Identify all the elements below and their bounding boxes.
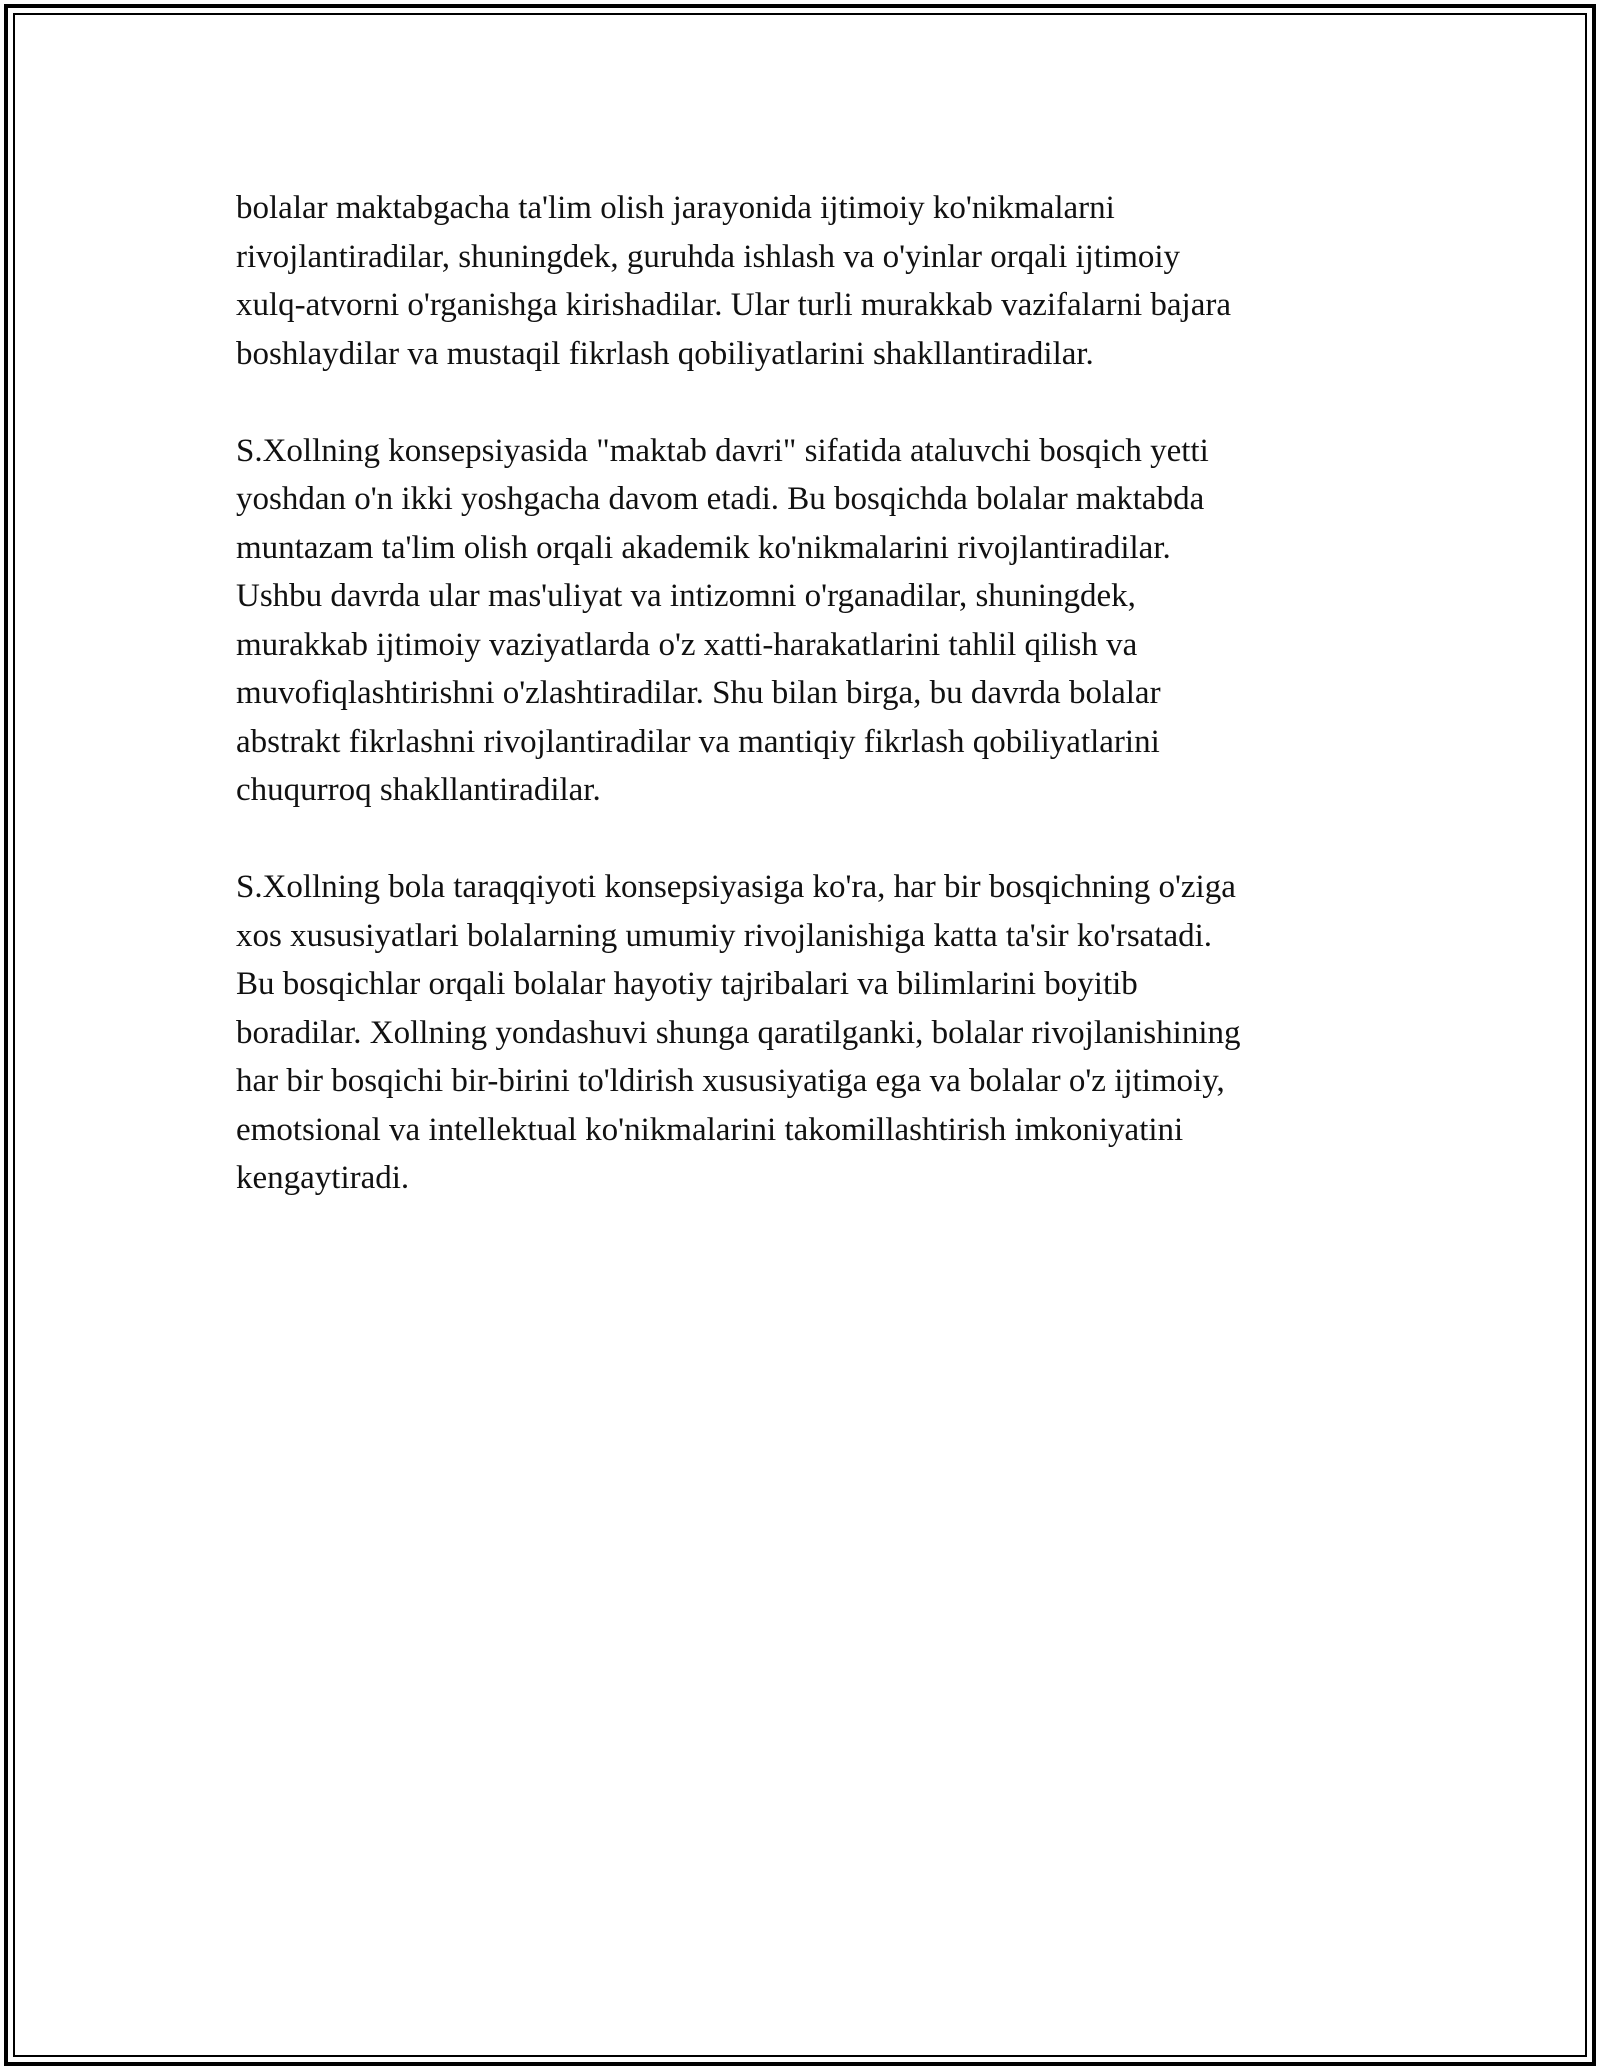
paragraph-2-line: chuqurroq shakllantiradilar.	[236, 772, 601, 808]
paragraph-2	[236, 427, 1366, 815]
paragraph-1-line: boshlaydilar va mustaqil fikrlash qobiliyatlarini shakllantiradilar.	[236, 335, 1094, 372]
paragraph-3-line: xos xususiyatlari bolalarning umumiy rivojlanishiga katta ta'sir ko'rsatadi.	[236, 917, 1213, 954]
paragraph-2-line: muntazam ta'lim olish orqali akademik ko'nikmalarini rivojlantiradilar.	[236, 529, 1171, 566]
paragraph-3-line: emotsional va intellektual ko'nikmalarini takomillashtirish imkoniyatini	[236, 1111, 1184, 1148]
paragraph-3-line: S.Xollning bola taraqqiyoti konsepsiyasiga ko'ra, har bir bosqichning o'ziga	[236, 869, 1236, 905]
paragraph-3-line: har bir bosqichi bir-birini to'ldirish xususiyatiga ega va bolalar o'z ijtimoiy,	[236, 1063, 1225, 1099]
document-body	[236, 184, 1366, 1251]
paragraph-2-line: muvofiqlashtirishni o'zlashtiradilar. Shu bilan birga, bu davrda bolalar	[236, 675, 1161, 711]
paragraph-2-line: Ushbu davrda ular mas'uliyat va intizomni o'rganadilar, shuningdek,	[236, 578, 1136, 614]
paragraph-3-line: kengaytiradi.	[236, 1160, 410, 1196]
paragraph-3-line: boradilar. Xollning yondashuvi shunga qaratilganki, bolalar rivojlanishining	[236, 1014, 1241, 1051]
paragraph-2-line: S.Xollning konsepsiyasida "maktab davri" sifatida ataluvchi bosqich yetti	[236, 432, 1209, 469]
paragraph-1-line: bolalar maktabgacha ta'lim olish jarayonida ijtimoiy ko'nikmalarni	[236, 190, 1115, 226]
paragraph-1-line: rivojlantiradilar, shuningdek, guruhda ishlash va o'yinlar orqali ijtimoiy	[236, 238, 1181, 275]
paragraph-2-line: abstrakt fikrlashni rivojlantiradilar va mantiqiy fikrlash qobiliyatlarini	[236, 723, 1160, 760]
paragraph-3-line: Bu bosqichlar orqali bolalar hayotiy tajribalari va bilimlarini boyitib	[236, 966, 1138, 1002]
paragraph-2-line: yoshdan o'n ikki yoshgacha davom etadi. Bu bosqichda bolalar maktabda	[236, 481, 1205, 517]
paragraph-2-line: murakkab ijtimoiy vaziyatlarda o'z xatti-harakatlarini tahlil qilish va	[236, 626, 1138, 663]
paragraph-1-line: xulq-atvorni o'rganishga kirishadilar. Ular turli murakkab vazifalarni bajara	[236, 287, 1231, 323]
paragraph-3	[236, 863, 1366, 1203]
paragraph-1	[236, 184, 1366, 378]
